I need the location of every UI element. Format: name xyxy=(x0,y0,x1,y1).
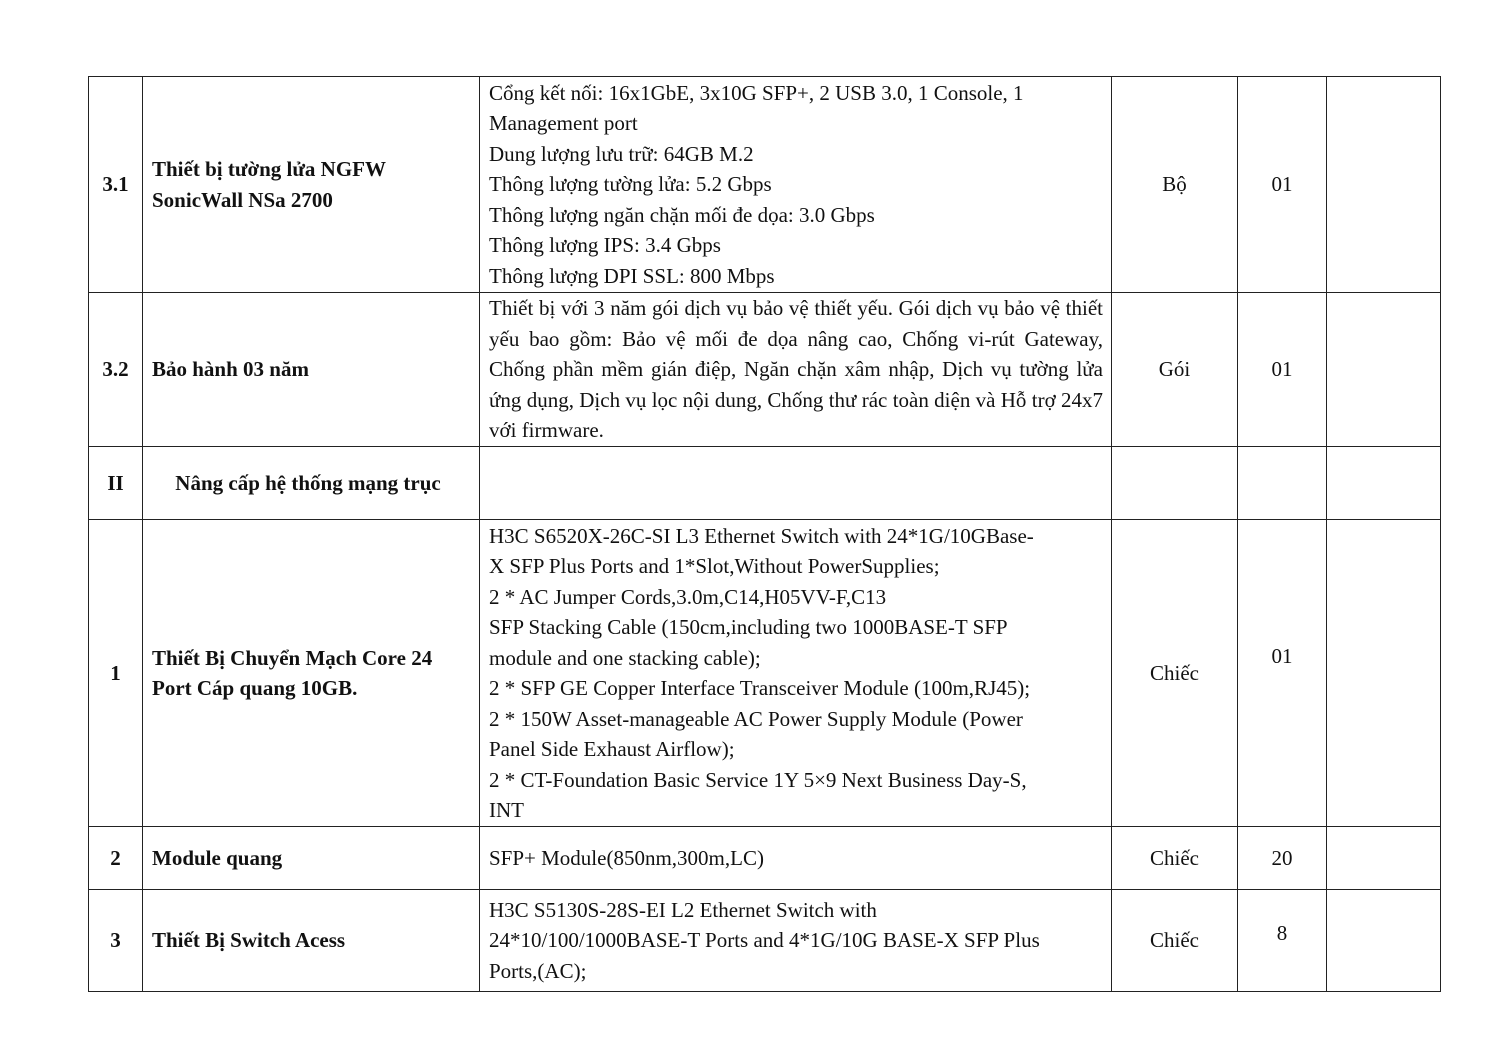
item-unit: Chiếc xyxy=(1112,520,1238,827)
section-number: II xyxy=(89,447,143,520)
description-line: H3C S6520X-26C-SI L3 Ethernet Switch with 24*1G/10GBase- xyxy=(489,523,1034,548)
item-description: Thiết bị với 3 năm gói dịch vụ bảo vệ thiết yếu. Gói dịch vụ bảo vệ thiết yếu bao gồm: Bảo vệ mối đe dọa nâng cao, Chống vi-rút Gateway, Chống phần mềm gián điệp, Ngăn chặn xâm nhập, Dịch vụ tường lửa ứng dụng, Dịch vụ lọc nội dung, Chống thư rác toàn diện và Hỗ trợ 24x7 với firmware. xyxy=(480,293,1112,447)
item-description xyxy=(480,890,1112,992)
description-line: Thông lượng IPS: 3.4 Gbps xyxy=(489,233,721,258)
description-line: Panel Side Exhaust Airflow); xyxy=(489,737,735,761)
item-quantity: 20 xyxy=(1238,827,1327,890)
description-line: Thông lượng DPI SSL: 800 Mbps xyxy=(489,263,775,288)
section-title: Nâng cấp hệ thống mạng trục xyxy=(143,447,480,520)
item-description: SFP+ Module(850nm,300m,LC) xyxy=(480,827,1112,890)
description-line: 2 * 150W Asset-manageable AC Power Supply Module (Power xyxy=(489,706,1023,731)
description-line: INT xyxy=(489,798,524,822)
empty-cell xyxy=(1327,447,1441,520)
item-description xyxy=(480,77,1112,293)
item-name: Thiết Bị Switch Acess xyxy=(143,890,480,992)
row-number: 2 xyxy=(89,827,143,890)
section-row xyxy=(89,447,1441,520)
empty-cell xyxy=(480,447,1112,520)
empty-cell xyxy=(1327,827,1441,890)
table-row xyxy=(89,293,1441,447)
item-unit: Chiếc xyxy=(1112,827,1238,890)
empty-cell xyxy=(1112,447,1238,520)
description-line: 2 * SFP GE Copper Interface Transceiver Module (100m,RJ45); xyxy=(489,676,1031,700)
item-unit: Bộ xyxy=(1112,77,1238,293)
item-description xyxy=(480,520,1112,827)
table-row xyxy=(89,520,1441,827)
description-line: Cổng kết nối: 16x1GbE, 3x10G SFP+, 2 USB 3.0, 1 Console, 1 xyxy=(489,80,1024,105)
row-number: 3.2 xyxy=(89,293,143,447)
description-line: 2 * CT-Foundation Basic Service 1Y 5×9 Next Business Day-S, xyxy=(489,767,1027,792)
item-quantity: 01 xyxy=(1238,77,1327,293)
item-name: Thiết bị tường lửa NGFW SonicWall NSa 2700 xyxy=(143,77,480,293)
description-line: Ports,(AC); xyxy=(489,958,587,983)
row-number: 3 xyxy=(89,890,143,992)
item-quantity: 01 xyxy=(1238,520,1327,827)
item-unit: Gói xyxy=(1112,293,1238,447)
empty-cell xyxy=(1327,890,1441,992)
description-line: Thông lượng ngăn chặn mối đe dọa: 3.0 Gbps xyxy=(489,202,875,227)
item-name: Module quang xyxy=(143,827,480,890)
description-line: 24*10/100/1000BASE-T Ports and 4*1G/10G BASE-X SFP Plus xyxy=(489,928,1040,953)
row-number: 3.1 xyxy=(89,77,143,293)
equipment-table xyxy=(88,76,1441,992)
empty-cell xyxy=(1327,77,1441,293)
description-line: Thông lượng tường lửa: 5.2 Gbps xyxy=(489,172,772,197)
description-line: X SFP Plus Ports and 1*Slot,Without PowerSupplies; xyxy=(489,554,940,578)
item-unit: Chiếc xyxy=(1112,890,1238,992)
description-line: 2 * AC Jumper Cords,3.0m,C14,H05VV-F,C13 xyxy=(489,584,887,609)
table-row xyxy=(89,890,1441,992)
empty-cell xyxy=(1238,447,1327,520)
empty-cell xyxy=(1327,293,1441,447)
description-line: Management port xyxy=(489,111,638,136)
description-line: SFP Stacking Cable (150cm,including two 1000BASE-T SFP xyxy=(489,615,1008,639)
row-number: 1 xyxy=(89,520,143,827)
description-line: H3C S5130S-28S-EI L2 Ethernet Switch with xyxy=(489,897,877,922)
item-name: Bảo hành 03 năm xyxy=(143,293,480,447)
description-line: Dung lượng lưu trữ: 64GB M.2 xyxy=(489,141,754,166)
item-quantity: 8 xyxy=(1238,890,1327,992)
table-row xyxy=(89,827,1441,890)
empty-cell xyxy=(1327,520,1441,827)
item-name: Thiết Bị Chuyển Mạch Core 24 Port Cáp quang 10GB. xyxy=(143,520,480,827)
table-row xyxy=(89,77,1441,293)
description-line: module and one stacking cable); xyxy=(489,645,761,670)
item-quantity: 01 xyxy=(1238,293,1327,447)
